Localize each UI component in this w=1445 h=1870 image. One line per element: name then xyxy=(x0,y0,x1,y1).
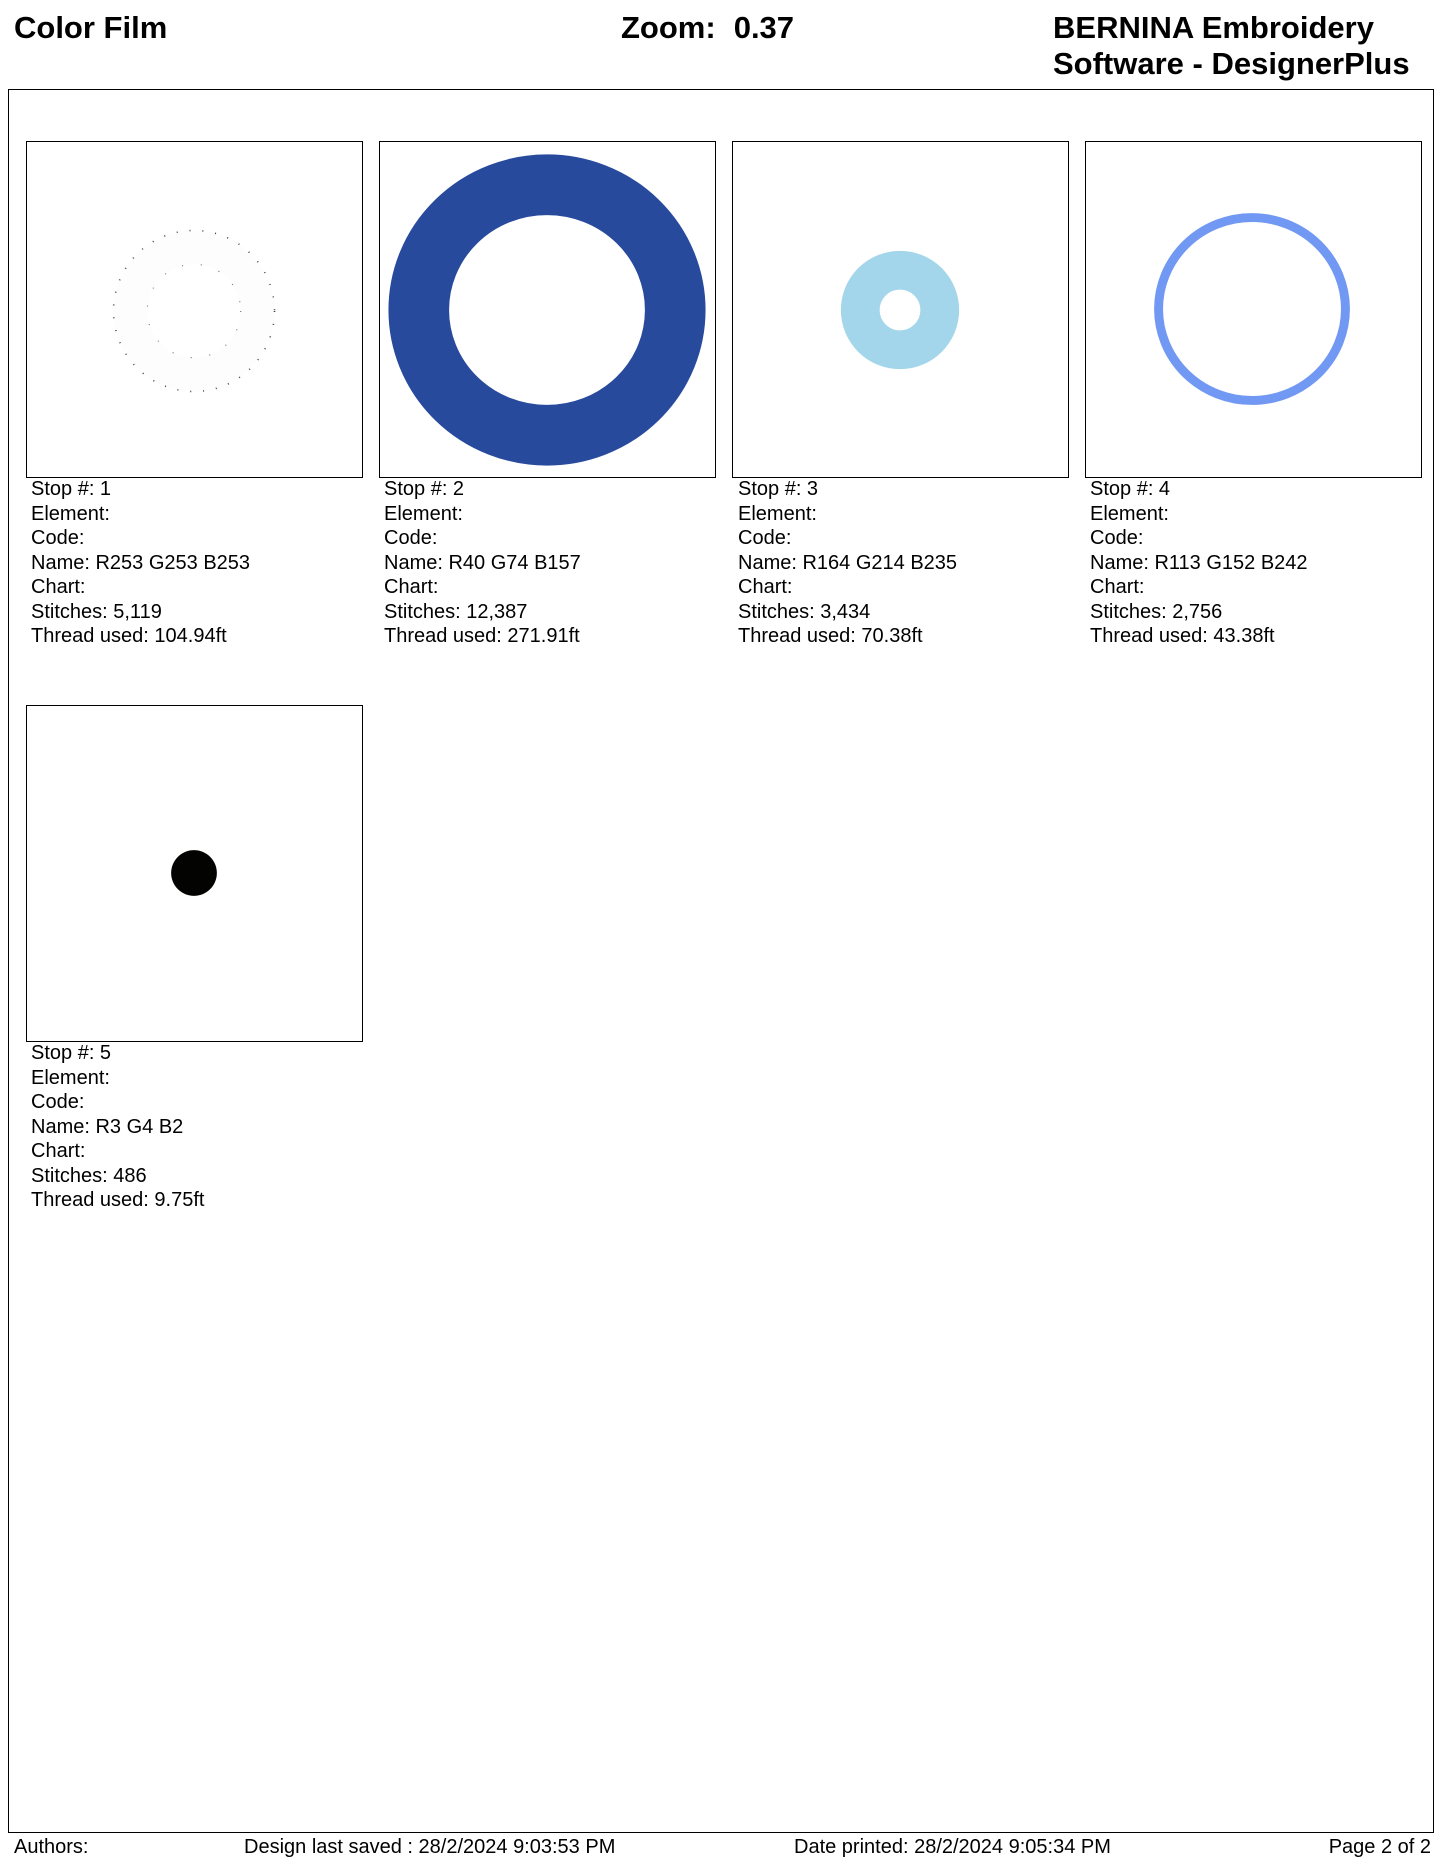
element-label: Element: xyxy=(31,1066,110,1089)
stop-3-preview xyxy=(733,142,1068,477)
chart-label: Chart: xyxy=(384,576,439,598)
stop-number: Stop #: 5 xyxy=(31,1042,112,1064)
stop-number: Stop #: 1 xyxy=(31,478,112,500)
code-label: Code: xyxy=(384,527,438,549)
code-label: Code: xyxy=(738,527,792,549)
chart-label: Chart: xyxy=(1090,576,1145,598)
stop-number: Stop #: 4 xyxy=(1090,478,1171,500)
thread-used: Thread used: 104.94ft xyxy=(31,625,227,647)
footer-date-printed: Date printed: 28/2/2024 9:05:34 PM xyxy=(794,1836,1111,1858)
zoom-value: 0.37 xyxy=(733,10,795,45)
stop-1-ring xyxy=(130,247,257,374)
stop-4-ring xyxy=(1159,218,1346,401)
stop-2-preview xyxy=(380,142,715,477)
stop-1-inner-dots xyxy=(147,264,240,357)
footer-last-saved: Design last saved : 28/2/2024 9:03:53 PM xyxy=(244,1836,616,1858)
stop-2-thumbnail xyxy=(379,141,716,478)
stop-4-preview xyxy=(1086,142,1421,477)
stitch-count: Stitches: 486 xyxy=(31,1164,147,1187)
stop-1-thumbnail xyxy=(26,141,363,478)
code-label: Code: xyxy=(31,1091,85,1113)
footer-page-number: Page 2 of 2 xyxy=(1328,1836,1431,1858)
footer-authors: Authors: xyxy=(14,1836,89,1858)
brand-line-1: BERNINA Embroidery xyxy=(1053,10,1374,45)
code-label: Code: xyxy=(31,527,85,549)
chart-label: Chart: xyxy=(31,1140,86,1162)
element-label: Element: xyxy=(384,502,463,525)
report-title: Color Film xyxy=(14,10,168,45)
page-footer xyxy=(0,1834,1445,1866)
stitch-count: Stitches: 5,119 xyxy=(31,600,162,623)
stop-5-thumbnail xyxy=(26,705,363,1042)
stitch-count: Stitches: 12,387 xyxy=(384,600,528,623)
stop-4-thumbnail xyxy=(1085,141,1422,478)
zoom-readout xyxy=(621,10,794,46)
chart-label: Chart: xyxy=(31,576,86,598)
stop-2-ring xyxy=(419,185,675,436)
software-brand xyxy=(1053,10,1410,82)
stop-4-info xyxy=(1090,477,1308,649)
stop-3-thumbnail xyxy=(732,141,1069,478)
stop-5-info xyxy=(31,1041,204,1213)
brand-line-2: Software - DesignerPlus xyxy=(1053,46,1410,81)
thread-used: Thread used: 271.91ft xyxy=(384,625,580,647)
stitch-count: Stitches: 2,756 xyxy=(1090,600,1223,623)
color-name: Name: R164 G214 B235 xyxy=(738,551,958,574)
element-label: Element: xyxy=(738,502,817,525)
element-label: Element: xyxy=(1090,502,1169,525)
color-name: Name: R3 G4 B2 xyxy=(31,1115,184,1138)
thread-used: Thread used: 43.38ft xyxy=(1090,625,1275,647)
stop-number: Stop #: 2 xyxy=(384,478,465,500)
zoom-label: Zoom: xyxy=(621,10,716,45)
color-name: Name: R40 G74 B157 xyxy=(384,551,581,574)
stitch-count: Stitches: 3,434 xyxy=(738,600,871,623)
stop-1-preview xyxy=(27,142,362,477)
stop-number: Stop #: 3 xyxy=(738,478,819,500)
stop-5-preview xyxy=(27,706,362,1041)
stop-2-info xyxy=(384,477,581,649)
color-name: Name: R253 G253 B253 xyxy=(31,551,251,574)
stop-1-info xyxy=(31,477,250,649)
thread-used: Thread used: 9.75ft xyxy=(31,1189,205,1211)
stop-3-ring xyxy=(860,270,940,350)
stop-5-dot xyxy=(171,850,217,896)
thread-used: Thread used: 70.38ft xyxy=(738,625,923,647)
chart-label: Chart: xyxy=(738,576,793,598)
stop-3-info xyxy=(738,477,957,649)
color-name: Name: R113 G152 B242 xyxy=(1090,551,1308,574)
code-label: Code: xyxy=(1090,527,1144,549)
element-label: Element: xyxy=(31,502,110,525)
